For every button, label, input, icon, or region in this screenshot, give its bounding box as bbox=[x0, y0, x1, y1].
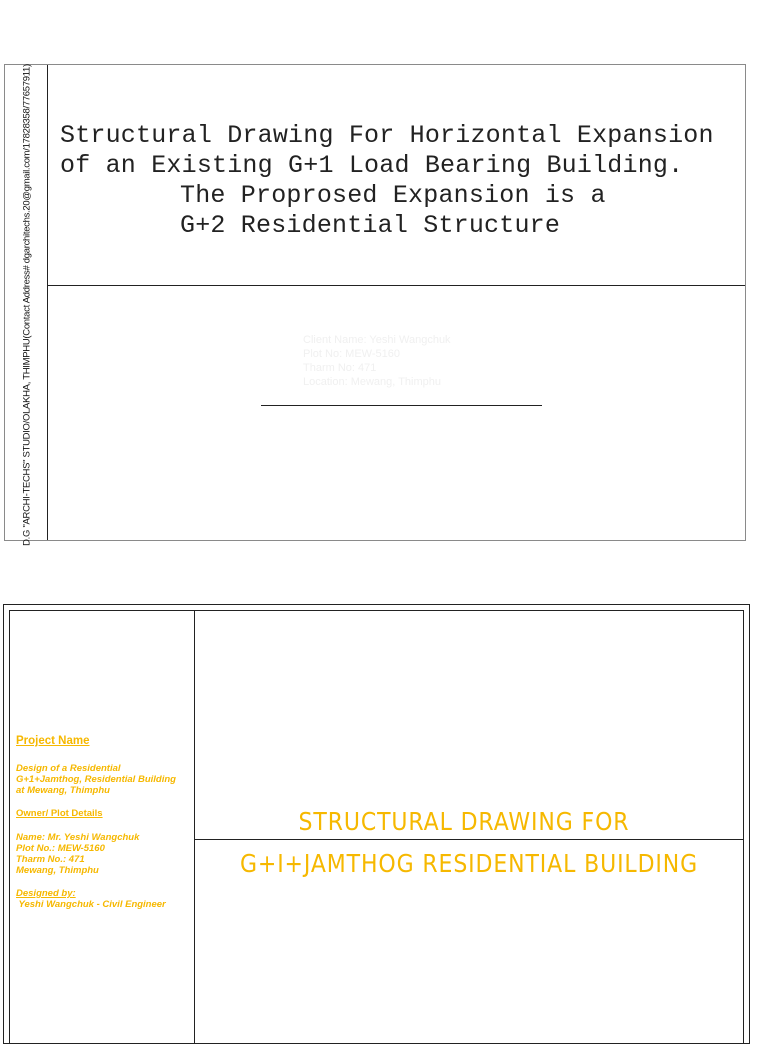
owner-line-3: Tharm No.: 471 bbox=[16, 854, 85, 865]
title-block-sheet bbox=[3, 604, 750, 1044]
faint-line-3: Tharm No: 471 bbox=[303, 362, 377, 374]
project-info bbox=[16, 736, 194, 910]
project-name-heading: Project Name bbox=[16, 735, 90, 747]
project-line-3: at Mewang, Thimphu bbox=[16, 785, 110, 796]
project-line-1: Design of a Residential bbox=[16, 763, 121, 774]
cover-title-line-1: Structural Drawing For Horizontal Expansion bbox=[60, 121, 714, 150]
drawing-title-line-2: G+I+JAMTHOG RESIDENTIAL BUILDING bbox=[239, 849, 699, 878]
studio-side-strip bbox=[5, 64, 48, 546]
cover-title-line-4: G+2 Residential Structure bbox=[180, 211, 561, 240]
faint-line-1: Client Name: Yeshi Wangchuk bbox=[303, 334, 451, 346]
cover-main-panel bbox=[48, 65, 745, 540]
owner-heading-underlined: Owner bbox=[16, 808, 46, 819]
faint-line-2: Plot No: MEW-5160 bbox=[303, 348, 401, 360]
faint-client-details bbox=[303, 333, 451, 389]
studio-contact-text: D.G "ARCHI-TECHS" STUDIO/OLAKHA, THIMPHU(Contact Address# dgarchitechs.20@gmail.com/17828358/77657911) bbox=[21, 64, 33, 546]
drawing-title-line-1: STRUCTURAL DRAWING FOR bbox=[298, 807, 630, 836]
title-block-inner-border bbox=[9, 610, 744, 1043]
project-info-column bbox=[10, 611, 195, 1043]
title-divider bbox=[195, 839, 743, 840]
drawing-title-panel bbox=[195, 611, 743, 1043]
owner-heading-rest: / Plot Details bbox=[45, 808, 103, 819]
cover-title-line-2: of an Existing G+1 Load Bearing Building. bbox=[60, 151, 684, 180]
owner-line-4: Mewang, Thimphu bbox=[16, 865, 99, 876]
designed-by-heading: Designed by: bbox=[16, 888, 76, 899]
cover-title-box bbox=[48, 65, 745, 286]
cover-title-line-3: The Proprosed Expansion is a bbox=[180, 181, 606, 210]
signature-line bbox=[261, 405, 542, 406]
cover-sheet bbox=[4, 64, 746, 546]
project-line-2: G+1+Jamthog, Residential Building bbox=[16, 774, 176, 785]
owner-line-1: Name: Mr. Yeshi Wangchuk bbox=[16, 832, 140, 843]
owner-line-2: Plot No.: MEW-5160 bbox=[16, 843, 105, 854]
designed-by-line: Yeshi Wangchuk - Civil Engineer bbox=[16, 899, 166, 910]
owner-heading bbox=[16, 808, 194, 819]
faint-line-4: Location: Mewang, Thimphu bbox=[303, 376, 441, 388]
cover-title bbox=[60, 121, 714, 241]
